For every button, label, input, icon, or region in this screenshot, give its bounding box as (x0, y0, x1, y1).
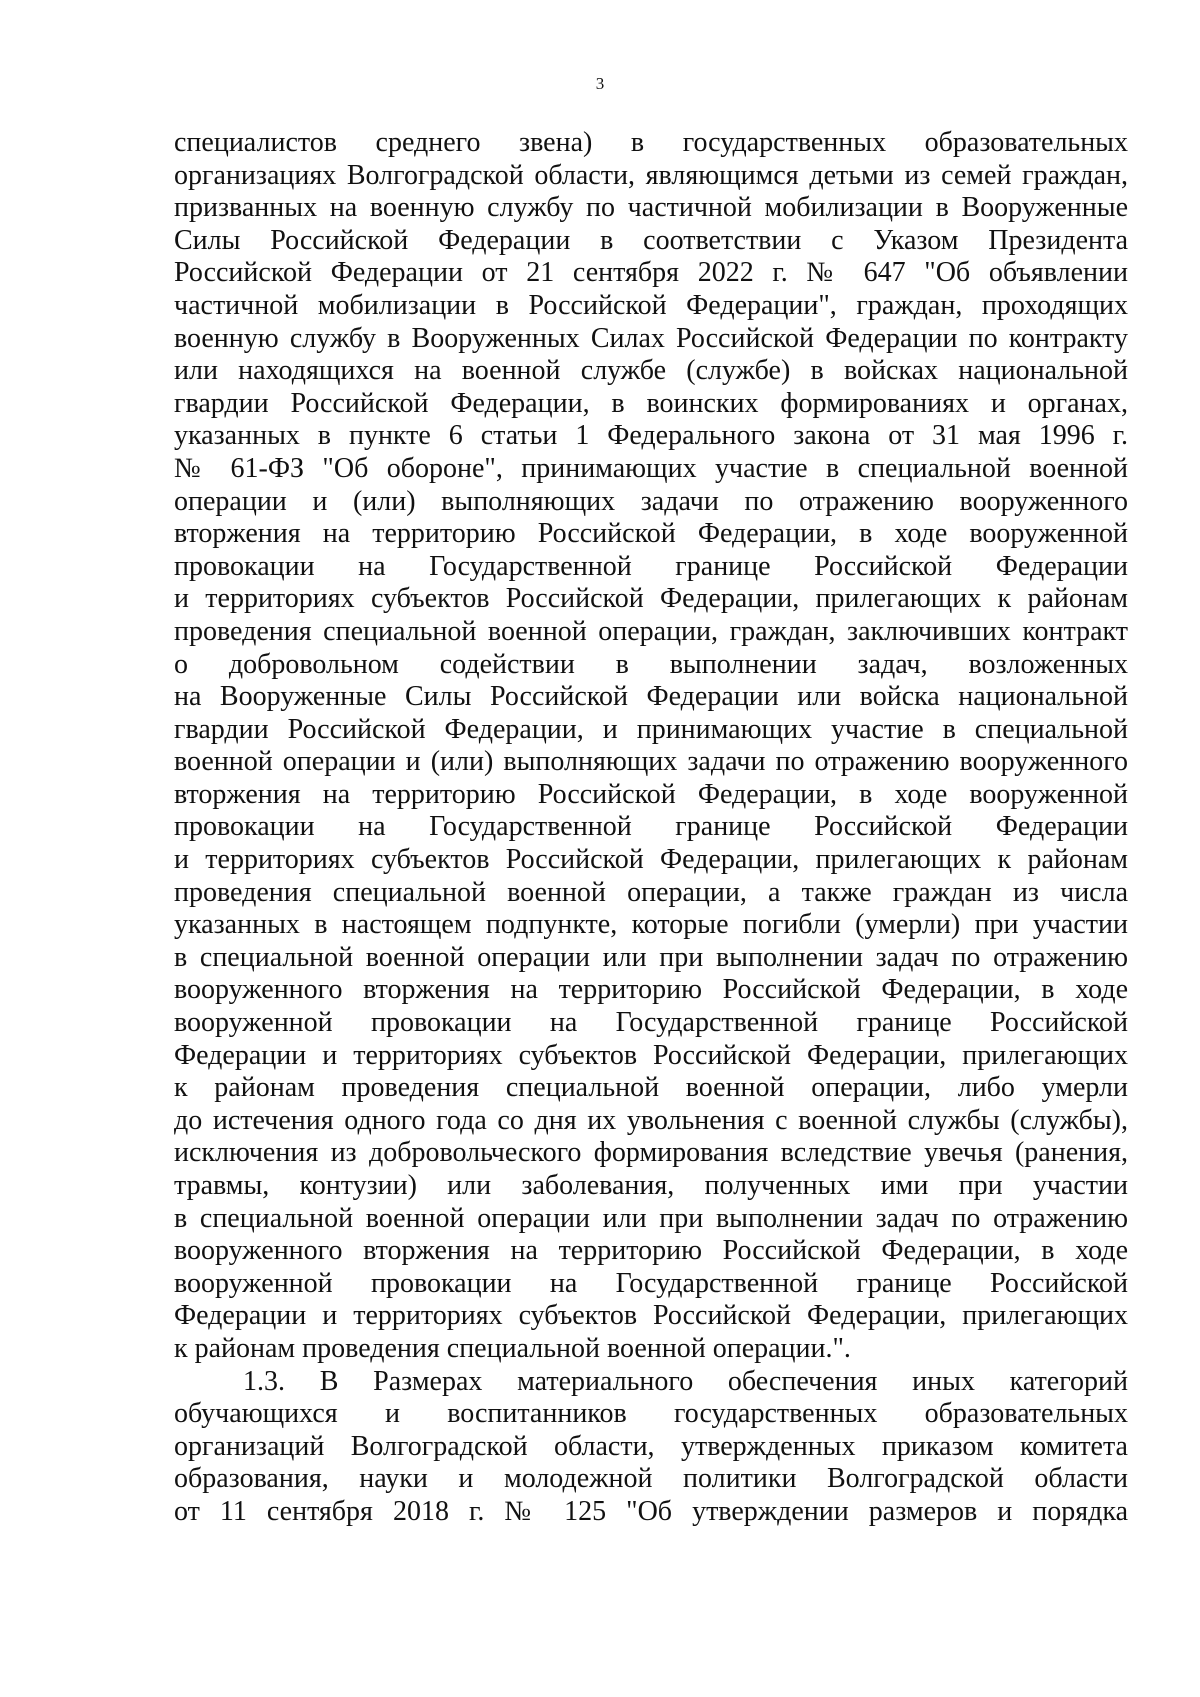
text-line: проведения специальной военной операции, а также граждан из числа (174, 876, 1128, 908)
text-line: или находящихся на военной службе (службе) в войсках национальной (174, 355, 1128, 387)
text-line: в специальной военной операции или при выполнении задач по отражению (174, 1202, 1128, 1234)
text-line: к районам проведения специальной военной операции.". (174, 1332, 851, 1364)
text-line: проведения специальной военной операции, граждан, заключивших контракт (174, 615, 1128, 647)
text-line: Федерации и территориях субъектов Российской Федерации, прилегающих (174, 1300, 1128, 1332)
text-line: вооруженной провокации на Государственной границе Российской (174, 1267, 1128, 1299)
text-line: травмы, контузии) или заболевания, полученных ими при участии (174, 1170, 1128, 1201)
text-line: 1.3. В Размерах материального обеспечения иных категорий (243, 1365, 1128, 1397)
text-line: операции и (или) выполняющих задачи по отражению вооруженного (174, 485, 1128, 517)
text-line: вооруженного вторжения на территорию Российской Федерации, в ходе (174, 974, 1128, 1006)
text-line: от 11 сентября 2018 г. № 125 "Об утверждении размеров и порядка (174, 1495, 1128, 1527)
text-line: гвардии Российской Федерации, и принимающих участие в специальной (174, 713, 1128, 745)
text-line: организаций Волгоградской области, утвержденных приказом комитета (174, 1430, 1128, 1462)
document-body (174, 127, 1128, 1529)
text-line: образования, науки и молодежной политики Волгоградской области (174, 1463, 1128, 1495)
text-line: военную службу в Вооруженных Силах Российской Федерации по контракту (174, 322, 1128, 354)
text-line: вооруженной провокации на Государственной границе Российской (174, 1007, 1128, 1039)
text-line: к районам проведения специальной военной операции, либо умерли (174, 1072, 1128, 1104)
text-line: на Вооруженные Силы Российской Федерации или войска национальной (174, 681, 1128, 713)
text-line: в специальной военной операции или при выполнении задач по отражению (174, 941, 1128, 973)
text-line: провокации на Государственной границе Российской Федерации (174, 550, 1128, 582)
text-line: призванных на военную службу по частичной мобилизации в Вооруженные (174, 192, 1128, 224)
paragraph-continuation (174, 127, 1128, 1366)
text-line: организациях Волгоградской области, являющимся детьми из семей граждан, (174, 159, 1128, 191)
text-line: и территориях субъектов Российской Федерации, прилегающих к районам (174, 844, 1128, 876)
text-line: до истечения одного года со дня их увольнения с военной службы (службы), (174, 1104, 1128, 1136)
text-line: Силы Российской Федерации в соответствии с Указом Президента (174, 224, 1128, 256)
text-line: Федерации и территориях субъектов Российской Федерации, прилегающих (174, 1039, 1128, 1071)
text-line: и территориях субъектов Российской Федерации, прилегающих к районам (174, 583, 1128, 615)
text-line: военной операции и (или) выполняющих задачи по отражению вооруженного (174, 746, 1128, 778)
text-line: указанных в пункте 6 статьи 1 Федерального закона от 31 мая 1996 г. (174, 420, 1128, 452)
text-line: исключения из добровольческого формирования вследствие увечья (ранения, (174, 1137, 1128, 1169)
text-line: гвардии Российской Федерации, в воинских формированиях и органах, (174, 387, 1128, 419)
paragraph-item-1-3 (174, 1366, 1128, 1529)
text-line: № 61-ФЗ "Об обороне", принимающих участие в специальной военной (174, 452, 1128, 484)
text-line: Российской Федерации от 21 сентября 2022 г. № 647 "Об объявлении (174, 257, 1128, 289)
page-number: 3 (595, 74, 605, 93)
text-line: специалистов среднего звена) в государственных образовательных (174, 127, 1128, 158)
text-line: обучающихся и воспитанников государственных образовательных (174, 1398, 1128, 1430)
text-line: провокации на Государственной границе Российской Федерации (174, 811, 1128, 843)
text-line: вооруженного вторжения на территорию Российской Федерации, в ходе (174, 1235, 1128, 1267)
text-line: указанных в настоящем подпункте, которые погибли (умерли) при участии (174, 909, 1128, 941)
text-line: частичной мобилизации в Российской Федерации", граждан, проходящих (174, 289, 1128, 321)
text-line: вторжения на территорию Российской Федерации, в ходе вооруженной (174, 518, 1128, 550)
text-line: вторжения на территорию Российской Федерации, в ходе вооруженной (174, 778, 1128, 810)
text-line: о добровольном содействии в выполнении задач, возложенных (174, 648, 1128, 680)
